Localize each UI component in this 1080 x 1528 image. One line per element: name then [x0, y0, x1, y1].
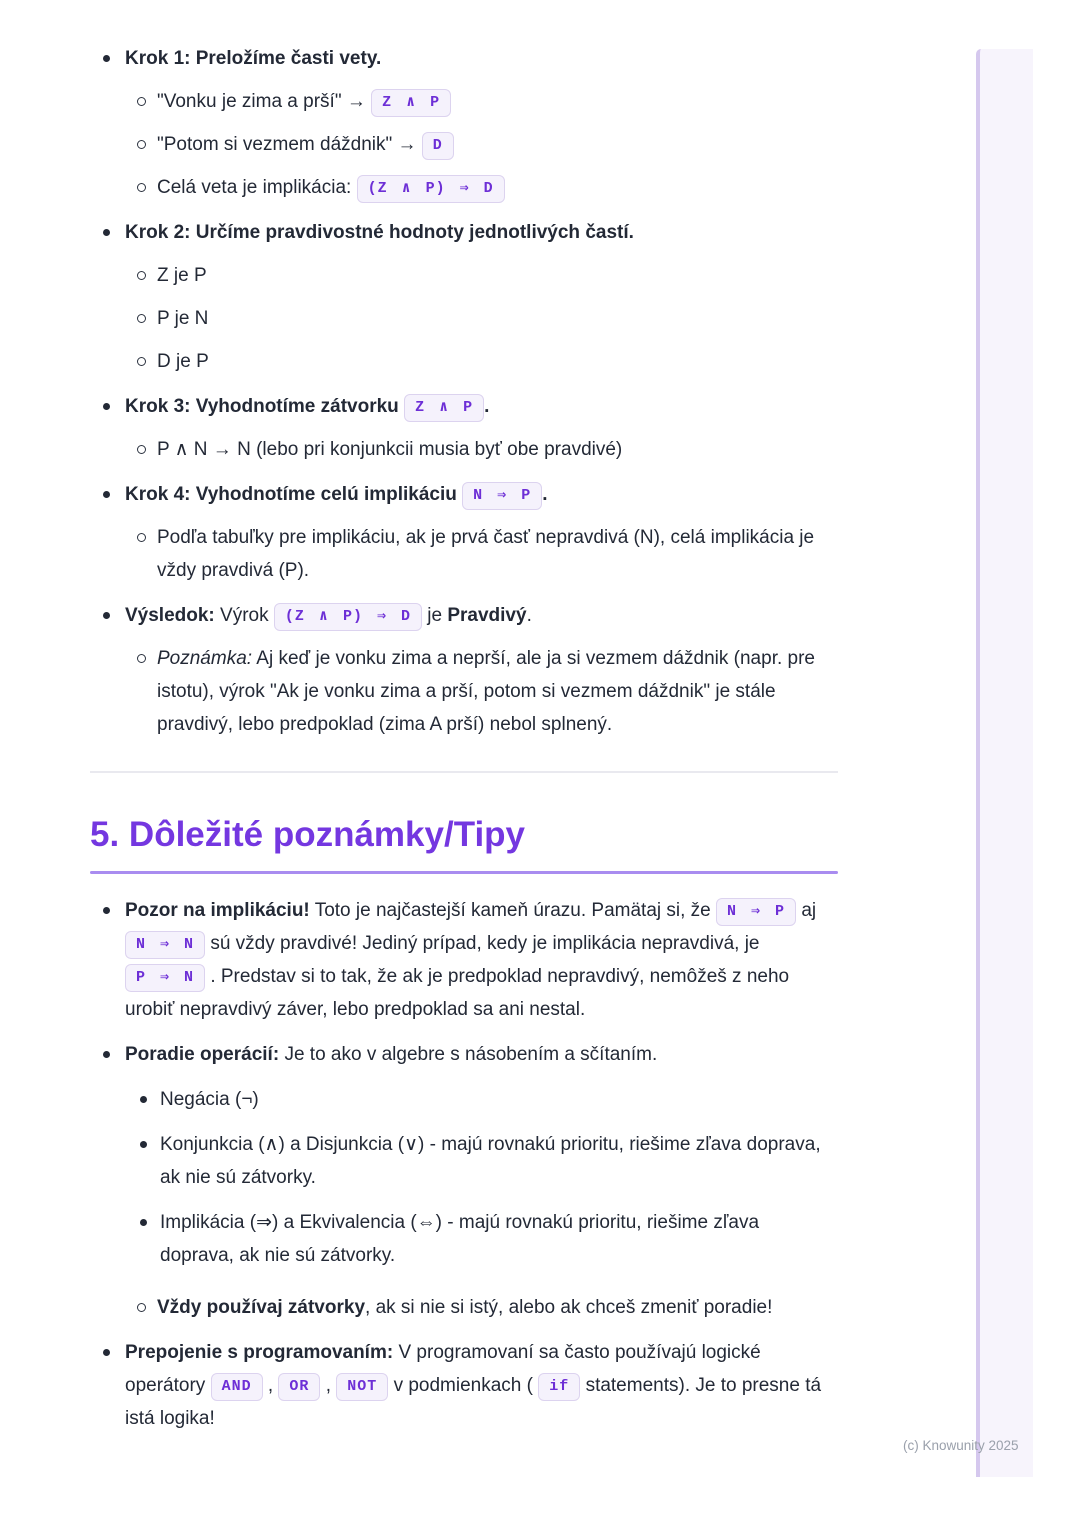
order-sublist [125, 1083, 838, 1272]
list-item-krok2 [90, 216, 838, 378]
code-badge: N ⇒ P [716, 898, 796, 926]
step-title: Krok 1: Preložíme časti vety. [125, 48, 382, 69]
list-item [125, 1206, 838, 1272]
heading-underline [90, 871, 838, 874]
sublist [125, 521, 838, 587]
item-text: Z je P [157, 265, 207, 286]
list-item-krok1 [90, 42, 838, 204]
list-item-result [90, 599, 838, 741]
code-badge: N ⇒ N [125, 931, 205, 959]
tip-lead: Poradie operácií: [125, 1044, 280, 1065]
item-text: Konjunkcia (∧) a Disjunkcia (∨) - majú rovnakú prioritu, riešime zľava doprava, ak nie sú zátvorky. [160, 1134, 821, 1188]
list-item [125, 345, 838, 378]
list-item-krok3 [90, 390, 838, 466]
item-text: Negácia (¬) [160, 1089, 259, 1110]
code-badge-not: NOT [336, 1373, 388, 1401]
steps-list [90, 42, 838, 741]
result-text: je [427, 605, 443, 626]
item-text: Celá veta je implikácia: [157, 177, 352, 198]
item-text: D je P [157, 351, 209, 372]
list-item [125, 521, 838, 587]
list-item [125, 433, 838, 466]
list-item-note [125, 1291, 838, 1324]
tips-list [90, 894, 838, 1435]
note-text: , ak si nie si istý, alebo ak chceš zmeniť poradie! [365, 1297, 773, 1318]
section-heading: 5. Dôležité poznámky/Tipy [90, 815, 526, 854]
section-divider [90, 771, 838, 773]
list-item [125, 85, 838, 118]
item-text: Podľa tabuľky pre implikáciu, ak je prvá časť nepravdivá (N), celá implikácia je vždy pravdivá (P). [157, 527, 815, 581]
tip-text: v podmienkach ( [393, 1375, 533, 1396]
sublist [125, 642, 838, 741]
result-verdict: Pravdivý [447, 605, 527, 626]
code-badge-and: AND [211, 1373, 263, 1401]
result-label: Výsledok: [125, 605, 215, 626]
order-note-list [125, 1291, 838, 1324]
item-text: "Potom si vezmem dáždnik" → [157, 134, 417, 155]
item-text: "Vonku je zima a prší" → [157, 91, 366, 112]
tip-text: , [325, 1375, 331, 1396]
list-item-krok4 [90, 478, 838, 587]
note-text: Aj keď je vonku zima a neprší, ale ja si vezmem dáždnik (napr. pre istotu), výrok "Ak je vonku zima a prší, potom si vezmem dáždnik" je stále pravdivý, lebo predpoklad (zima A prší) nebol splnený. [157, 648, 815, 735]
sublist [125, 433, 838, 466]
list-item-programming-tip [90, 1336, 838, 1435]
step-title: Krok 2: Určíme pravdivostné hodnoty jednotlivých častí. [125, 222, 634, 243]
list-item [125, 1128, 838, 1194]
result-text: Výrok [220, 605, 269, 626]
tip-text: Je to ako v algebre s násobením a sčítaním. [284, 1044, 658, 1065]
code-badge: Z ∧ P [404, 394, 484, 422]
tip-lead: Prepojenie s programovaním: [125, 1342, 394, 1363]
step-title: Krok 3: Vyhodnotíme zátvorku [125, 396, 399, 417]
sublist [125, 259, 838, 378]
step-title-post: . [484, 396, 490, 417]
list-item-order-tip [90, 1038, 838, 1324]
list-item [125, 302, 838, 335]
tip-text: statements). Je to presne tá istá logika! [125, 1375, 822, 1429]
item-text: P ∧ N → N (lebo pri konjunkcii musia byť obe pravdivé) [157, 439, 623, 460]
page-content [90, 42, 838, 1435]
tip-lead: Pozor na implikáciu! [125, 900, 310, 921]
note-bold: Vždy používaj zátvorky [157, 1297, 366, 1318]
code-badge-or: OR [278, 1373, 320, 1401]
list-item [125, 128, 838, 161]
tip-text: Toto je najčastejší kameň úrazu. Pamätaj si, že [314, 900, 711, 921]
sublist [125, 85, 838, 204]
code-badge: Z ∧ P [371, 89, 451, 117]
code-badge-if: if [538, 1373, 580, 1401]
code-badge: (Z ∧ P) ⇒ D [357, 175, 505, 203]
list-item-note [125, 642, 838, 741]
code-badge: (Z ∧ P) ⇒ D [274, 603, 422, 631]
tip-text: V programovaní sa často používajú logické operátory [125, 1342, 761, 1396]
step-title-post: . [542, 484, 548, 505]
tip-text: aj [801, 900, 817, 921]
list-item [125, 171, 838, 204]
code-badge: D [422, 132, 454, 160]
item-text: Implikácia (⇒) a Ekvivalencia (⇔) - majú rovnakú prioritu, riešime zľava doprava, ak nie sú zátvorky. [160, 1212, 760, 1266]
result-text: . [526, 605, 532, 626]
tip-text: , [267, 1375, 274, 1396]
next-page-edge [976, 49, 1033, 1477]
list-item [125, 1083, 838, 1116]
copyright: (c) Knowunity 2025 [903, 1438, 1019, 1453]
code-badge: P ⇒ N [125, 964, 205, 992]
code-badge: N ⇒ P [462, 482, 542, 510]
list-item-implication-tip [90, 894, 838, 1026]
step-title: Krok 4: Vyhodnotíme celú implikáciu [125, 484, 457, 505]
tip-text: . Predstav si to tak, že ak je predpoklad nepravdivý, nemôžeš z neho urobiť nepravdivý záver, lebo predpoklad sa ani nestal. [125, 966, 790, 1020]
item-text: P je N [157, 308, 209, 329]
list-item [125, 259, 838, 292]
note-label: Poznámka: [157, 648, 253, 669]
tip-text: sú vždy pravdivé! Jediný prípad, kedy je implikácia nepravdivá, je [210, 933, 760, 954]
